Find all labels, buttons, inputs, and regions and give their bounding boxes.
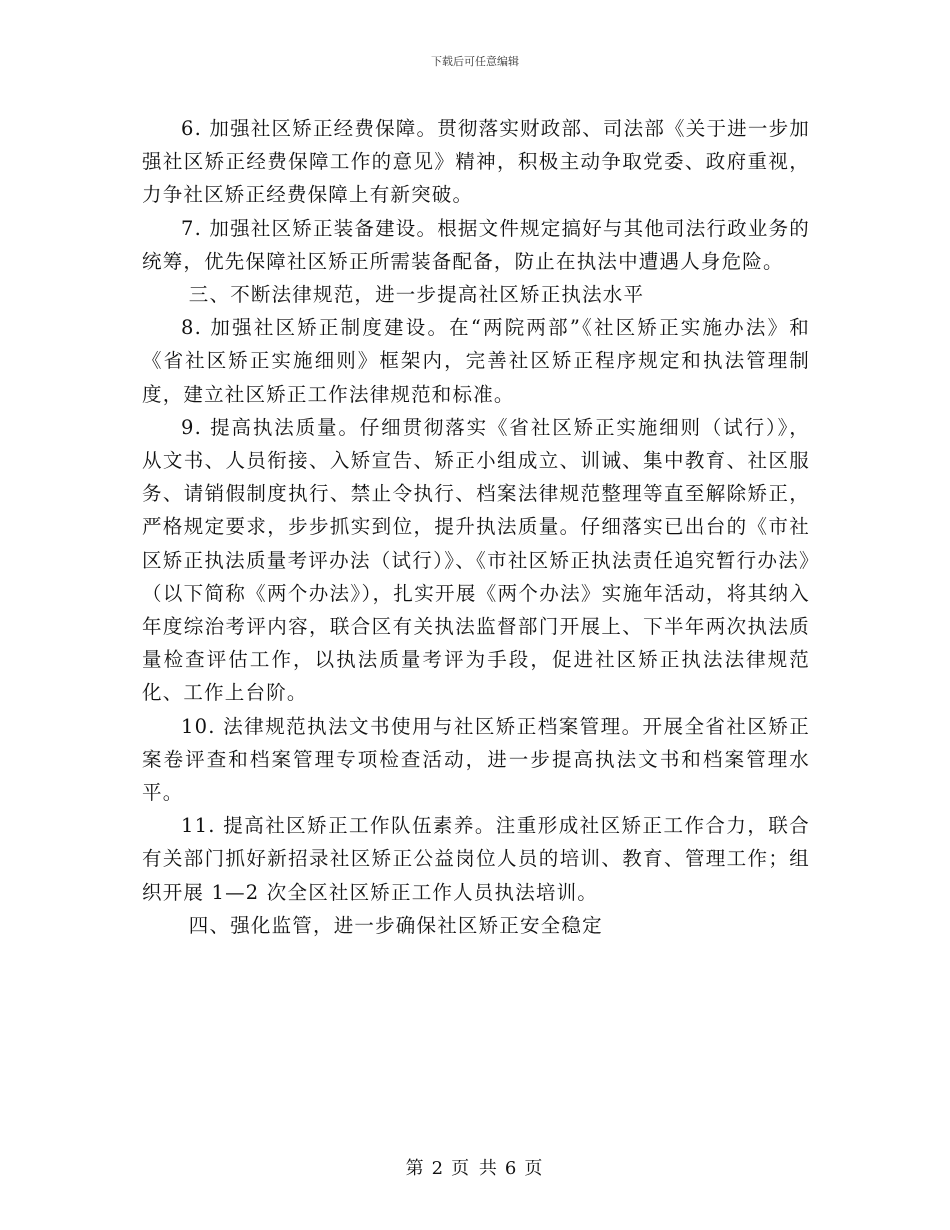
section-heading-3: 三、不断法律规范，进一步提高社区矫正执法水平 — [188, 283, 645, 307]
footer-total-pages: 6 — [504, 1158, 519, 1179]
section-heading-4: 四、强化监管，进一步确保社区矫正安全稳定 — [188, 913, 603, 937]
footer-prefix: 第 — [405, 1158, 426, 1179]
paragraph-11-team: 11. 提高社区矫正工作队伍素养。注重形成社区矫正工作合力，联合有关部门抓好新招录社区矫正公益岗位人员的培训、教育、管理工作；组织开展 1—2 次全区社区矫正工作人员执法培训。 — [142, 814, 810, 904]
page-header: 下载后可任意编辑 — [431, 55, 519, 68]
page-footer — [0, 1154, 950, 1180]
paragraph-9-quality: 9. 提高执法质量。仔细贯彻落实《省社区矫正实施细则（试行）》，从文书、人员衔接、入矫宣告、矫正小组成立、训诫、集中教育、社区服务、请销假制度执行、禁止令执行、档案法律规范整理等直至解除矫正，严格规定要求，步步抓实到位，提升执法质量。仔细落实已出台的《市社区矫正执法质量考评办法（试行）》、《市社区矫正执法责任追究暂行办法》（以下简称《两个办法》），扎实开展《两个办法》实施年活动，将其纳入年度综治考评内容，联合区有关执法监督部门开展上、下半年两次执法质量检查评估工作，以执法质量考评为手段，促进社区矫正执法法律规范化、工作上台阶。 — [142, 415, 810, 705]
footer-middle: 页 共 — [451, 1158, 499, 1179]
paragraph-10-documents: 10. 法律规范执法文书使用与社区矫正档案管理。开展全省社区矫正案卷评查和档案管理专项检查活动，进一步提高执法文书和档案管理水平。 — [142, 714, 810, 805]
paragraph-8-system: 8. 加强社区矫正制度建设。在“两院两部”《社区矫正实施办法》和《省社区矫正实施细则》框架内，完善社区矫正程序规定和执法管理制度，建立社区矫正工作法律规范和标准。 — [142, 316, 810, 406]
footer-page-number: 2 — [431, 1158, 446, 1179]
footer-suffix: 页 — [524, 1158, 545, 1179]
paragraph-7-equipment: 7. 加强社区矫正装备建设。根据文件规定搞好与其他司法行政业务的统筹，优先保障社区矫正所需装备配备，防止在执法中遭遇人身危险。 — [142, 216, 810, 273]
document-body — [142, 112, 810, 942]
paragraph-6-funding: 6. 加强社区矫正经费保障。贯彻落实财政部、司法部《关于进一步加强社区矫正经费保障工作的意见》精神，积极主动争取党委、政府重视，力争社区矫正经费保障上有新突破。 — [142, 117, 810, 207]
